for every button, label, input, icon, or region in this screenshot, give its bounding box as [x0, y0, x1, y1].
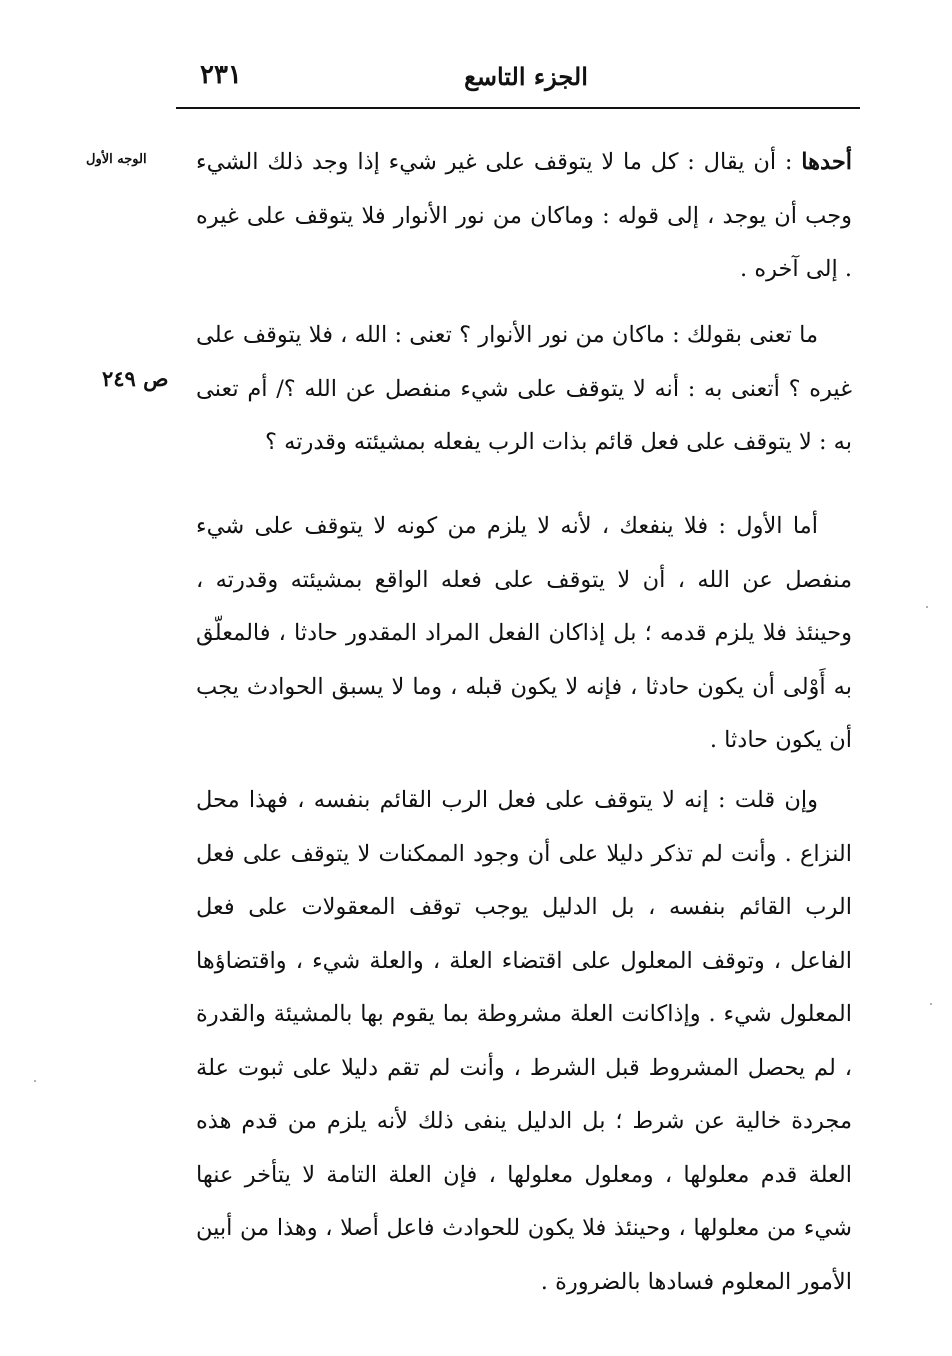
margin-note-first-aspect: الوجه الأول: [86, 152, 147, 167]
running-title: الجزء التاسع: [464, 62, 588, 91]
paragraph: وإن قلت : إنه لا يتوقف على فعل الرب القائم بنفسه ، فهذا محل النزاع . وأنت لم تذكر دليلا على أن وجود الممكنات لا يتوقف على فعل الرب القائم بنفسه ، بل الدليل يوجب توقف المعقولات على فعل الفاعل ، وتوقف المعلول على اقتضاء العلة ، والعلة شيء ، واقتضاؤها المعلول شيء . وإذاكانت العلة مشروطة بما يقوم بها بالمشيئة والقدرة ، لم يحصل المشروط قبل الشرط ، وأنت لم تقم دليلا على ثبوت علة مجردة خالية عن شرط ؛ بل الدليل ينفى ذلك لأنه يلزم من قدم هذه العلة قدم معلولها ، ومعلول معلولها ، فإن العلة التامة لا يتأخر عنها شيء من معلولها ، وحينئذ فلا يكون للحوادث فاعل أصلا ، وهذا من أبين الأمور المعلوم فسادها بالضرورة .: [196, 787, 852, 1295]
paragraph-first-option: [196, 500, 852, 768]
scan-speck: [34, 1080, 36, 1082]
paragraph: أما الأول : فلا ينفعك ، لأنه لا يلزم من كونه لا يتوقف على شيء منفصل عن الله ، أن لا يتوقف على فعله الواقع بمشيئته وقدرته ، وحينئذ فلا يلزم قدمه ؛ بل إذاكان الفعل المراد المقدور حادثا ، فالمعلّق به أَوْلى أن يكون حادثا ، فإنه لا يكون قبله ، وما لا يسبق الحوادث يجب أن يكون حادثا .: [196, 513, 852, 753]
header-rule: [176, 107, 860, 109]
paragraph: [196, 136, 852, 297]
margin-page-reference: ص ٢٤٩: [102, 366, 169, 391]
paragraph-lead: أحدها: [801, 149, 852, 175]
scan-speck: [930, 1003, 932, 1005]
paragraph-first-aspect: [196, 136, 852, 297]
page-number: ٢٣١: [200, 60, 242, 90]
scan-speck: [926, 606, 928, 608]
paragraph-question: [196, 309, 852, 470]
page-header: [176, 58, 860, 104]
paragraph: ما تعنى بقولك : ماكان من نور الأنوار ؟ تعنى : الله ، فلا يتوقف على غيره ؟ أتعنى به : أنه لا يتوقف على شيء منفصل عن الله ؟/ أم تعنى به : لا يتوقف على فعل قائم بذات الرب يفعله بمشيئته وقدرته ؟: [196, 322, 852, 455]
paragraph-text: : أن يقال : كل ما لا يتوقف على غير شيء إذا وجد ذلك الشيء وجب أن يوجد ، إلى قوله : وماكان من نور الأنوار فلا يتوقف على غيره . إلى آخره .: [196, 149, 852, 282]
paragraph-if-you-said: [196, 774, 852, 1309]
